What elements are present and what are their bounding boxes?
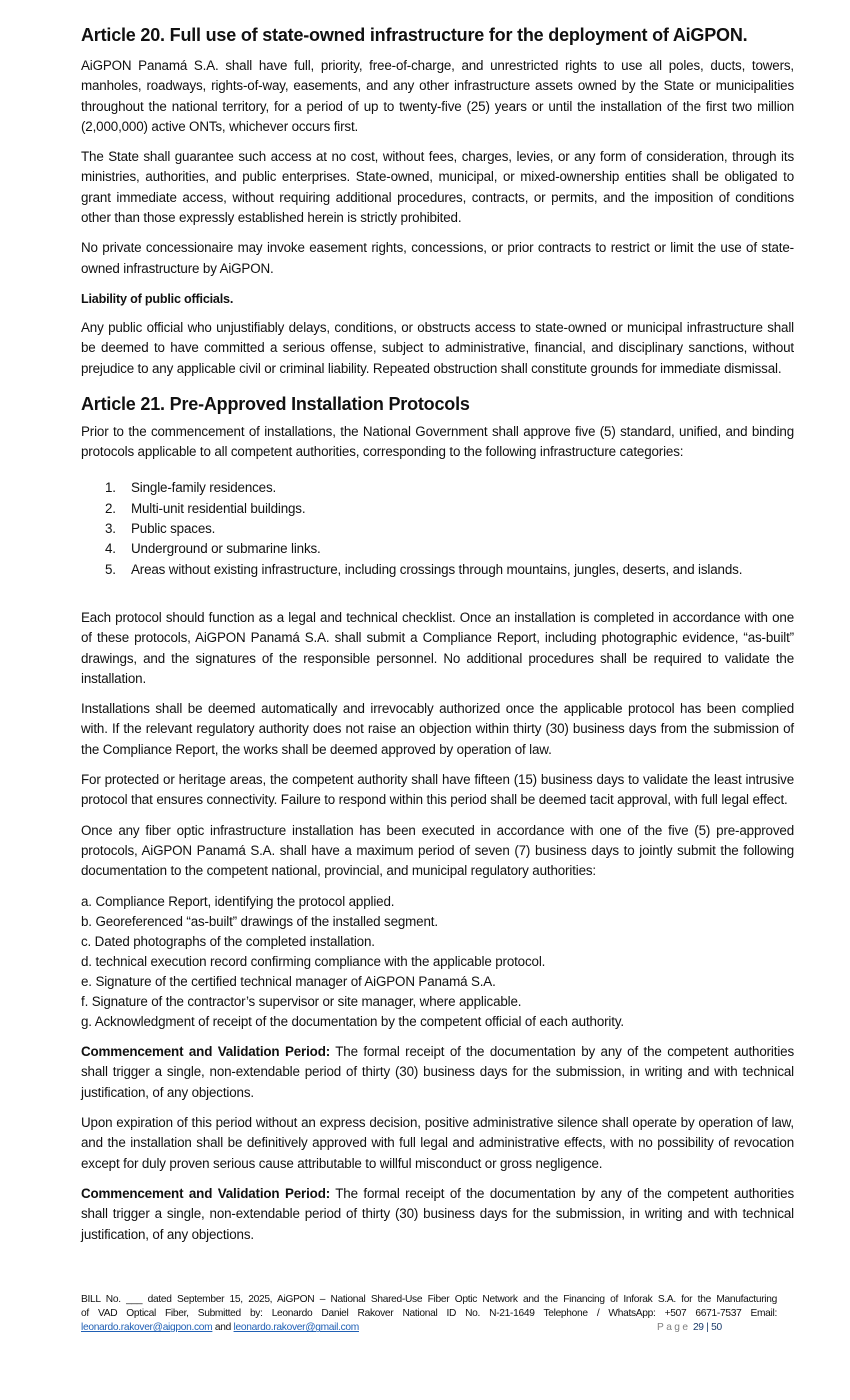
footer-line: BILL No. ___ dated September 15, 2025, AiGPON – National Shared-Use Fiber Optic Network and the Financing of Inforak S.A. for the Manufacturing — [81, 1294, 777, 1305]
list-item — [81, 539, 794, 559]
article-21-paragraph: Once any fiber optic infrastructure installation has been executed in accordance with one of the five (5) pre-approved protocols, AiGPON Panamá S.A. shall have a maximum period of seven (7) business days to jointly submit the following documentation to the competent national, provincial, and municipal regulatory authorities: — [81, 822, 794, 879]
list-item-text: Single-family residences. — [131, 480, 277, 496]
list-item: a. Compliance Report, identifying the protocol applied. — [81, 893, 395, 909]
total-pages: 50 — [711, 1322, 722, 1334]
page-footer — [81, 1293, 777, 1336]
validation-period-text: The formal receipt of the documentation by any of the competent authorities shall trigger a single, non-extendable period of thirty (30) business days for the submission, in writing and with technical justification, of any objections. — [81, 1044, 794, 1100]
footer-and-text: and — [212, 1322, 234, 1334]
page-number — [657, 1321, 722, 1335]
article-20-paragraph: The State shall guarantee such access at no cost, without fees, charges, levies, or any form of consideration, through its ministries, authorities, and public enterprises. State-owned, municipal, or mixed-ownership entities shall be obligated to grant immediate access, without requiring additional procedures, contracts, or permits, and the imposition of conditions other than those expressly established herein is strictly prohibited. — [81, 149, 794, 226]
validation-period-label: Commencement and Validation Period: — [81, 1185, 331, 1201]
list-item: d. technical execution record confirming compliance with the applicable protocol. — [81, 953, 546, 969]
validation-period-paragraph — [81, 1042, 794, 1103]
list-item-text: Areas without existing infrastructure, including crossings through mountains, jungles, deserts, and islands. — [131, 561, 743, 577]
validation-period-text: The formal receipt of the documentation by any of the competent authorities shall trigger a single, non-extendable period of thirty (30) business days for the submission, in writing and with technical justification, of any objections. — [81, 1185, 794, 1242]
article-21-paragraph: Installations shall be deemed automatically and irrevocably authorized once the applicable protocol has been complied with. If the relevant regulatory authority does not raise an objection within thirty (30) business days from the submission of the Compliance Report, the works shall be deemed approved by operation of law. — [81, 701, 794, 757]
article-20-paragraph: No private concessionaire may invoke easement rights, concessions, or prior contracts to restrict or limit the use of state-owned infrastructure by AiGPON. — [81, 240, 794, 276]
article-21-title: Article 21. Pre-Approved Installation Protocols — [81, 393, 470, 414]
list-number: 3. — [105, 521, 116, 537]
email-link-gmail[interactable]: leonardo.rakover@gmail.com — [233, 1322, 359, 1334]
list-item — [81, 560, 794, 580]
list-number: 5. — [105, 561, 116, 577]
document-page — [81, 22, 794, 1255]
list-item — [81, 519, 794, 539]
list-item: g. Acknowledgment of receipt of the documentation by the competent official of each authority. — [81, 1014, 624, 1030]
article-21-paragraph: Each protocol should function as a legal and technical checklist. Once an installation is completed in accordance with one of these protocols, AiGPON Panamá S.A. shall submit a Compliance Report, including photographic evidence, “as-built” drawings, and the signatures of the responsible personnel. No additional procedures shall be required to validate the installation. — [81, 609, 794, 686]
page-label: Page — [657, 1322, 691, 1334]
footer-line: of VAD Optical Fiber, Submitted by: Leonardo Daniel Rakover National ID No. N-21-1649 Telephone / WhatsApp: +507 6671-7537 Email: — [81, 1308, 777, 1320]
list-item-text: Multi-unit residential buildings. — [131, 500, 306, 516]
liability-heading: Liability of public officials. — [81, 291, 234, 306]
validation-period-label: Commencement and Validation Period: — [81, 1044, 331, 1060]
list-item: e. Signature of the certified technical manager of AiGPON Panamá S.A. — [81, 973, 496, 989]
article-20-title: Article 20. Full use of state-owned infrastructure for the deployment of AiGPON. — [81, 25, 748, 45]
list-number: 4. — [105, 541, 116, 557]
article-21-intro: Prior to the commencement of installations, the National Government shall approve five (5) standard, unified, and binding protocols applicable to all competent authorities, corresponding to the following infrastructure categories: — [81, 423, 794, 460]
article-21-paragraph: For protected or heritage areas, the competent authority shall have fifteen (15) business days to validate the least intrusive protocol that ensures connectivity. Failure to respond within this period shall be deemed tacit approval, with full legal effect. — [81, 772, 794, 808]
list-item: c. Dated photographs of the completed installation. — [81, 933, 375, 949]
page-separator: | — [703, 1322, 712, 1334]
infrastructure-category-list — [81, 478, 794, 579]
validation-period-paragraph — [81, 1184, 794, 1245]
liability-paragraph: Any public official who unjustifiably delays, conditions, or obstructs access to state-owned or municipal infrastructure shall be deemed to have committed a serious offense, subject to administrative, financial, and disciplinary sanctions, without prejudice to any applicable civil or criminal liability. Repeated obstruction shall constitute grounds for immediate dismissal. — [81, 319, 794, 376]
list-item — [81, 499, 794, 519]
list-item-text: Underground or submarine links. — [131, 541, 321, 557]
documentation-list — [81, 892, 794, 1033]
article-20-paragraph: AiGPON Panamá S.A. shall have full, priority, free-of-charge, and unrestricted rights to use all poles, ducts, towers, manholes, roadways, rights-of-way, easements, and any other infrastructure assets owned by the State or municipalities throughout the national territory, for a period of up to twenty-five (25) years or until the installation of the first two million (2,000,000) active ONTs, whichever occurs first. — [81, 58, 794, 134]
list-item: f. Signature of the contractor’s supervisor or site manager, where applicable. — [81, 993, 522, 1009]
current-page: 29 — [692, 1322, 704, 1334]
list-item-text: Public spaces. — [131, 521, 216, 537]
expiration-paragraph: Upon expiration of this period without an express decision, positive administrative silence shall operate by operation of law, and the installation shall be definitively approved with full legal and administrative effects, with no possibility of revocation except for duly proven serious cause attributable to willful misconduct or gross negligence. — [81, 1115, 794, 1171]
list-number: 2. — [105, 500, 116, 516]
footer-contact-line — [81, 1321, 777, 1335]
email-link-aigpon[interactable]: leonardo.rakover@aigpon.com — [81, 1322, 213, 1334]
list-number: 1. — [105, 480, 116, 496]
list-item — [81, 478, 794, 498]
list-item: b. Georeferenced “as-built” drawings of the installed segment. — [81, 913, 438, 929]
